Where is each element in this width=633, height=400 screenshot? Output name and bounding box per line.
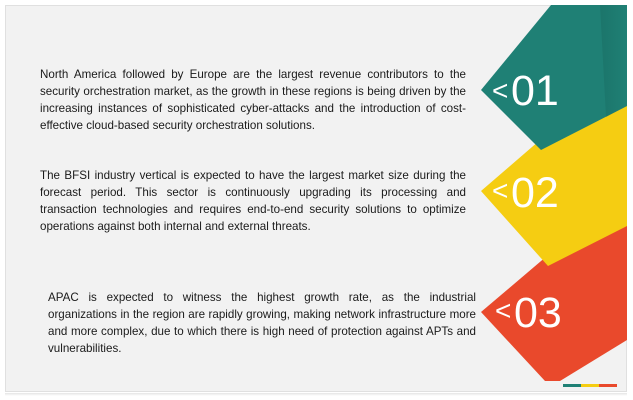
chevron-02-marker: < (492, 175, 509, 206)
footer-bar-red (599, 384, 617, 387)
chevron-03-marker: < (495, 295, 512, 326)
insight-text-3: APAC is expected to witness the highest growth rate, as the industrial organizations in the region are rapidly growing, making network infrastructure more and more complex, due to which there is high need of protection against APTs and vulnerabilities. (48, 291, 476, 355)
insight-text-1: North America followed by Europe are the largest revenue contributors to the security orchestration market, as the growth in these regions is being driven by the increasing instances of sophisticated cyber-attacks and the introduction of cost-effective cloud-based security orchestration solutions. (40, 68, 466, 132)
footer-bar-teal (563, 384, 581, 387)
chevron-03-number: 03 (514, 289, 562, 337)
insight-text-2: The BFSI industry vertical is expected to have the largest market size during the forecast period. This sector is continuously upgrading its processing and transaction technologies and requires end-to-end security solutions to optimize operations against both internal and external threats. (40, 169, 466, 233)
chevron-01-marker: < (492, 75, 509, 106)
chevron-01-number: 01 (511, 67, 559, 115)
chevron-02-number: 02 (511, 169, 559, 217)
footer-bar-yellow (581, 384, 599, 387)
